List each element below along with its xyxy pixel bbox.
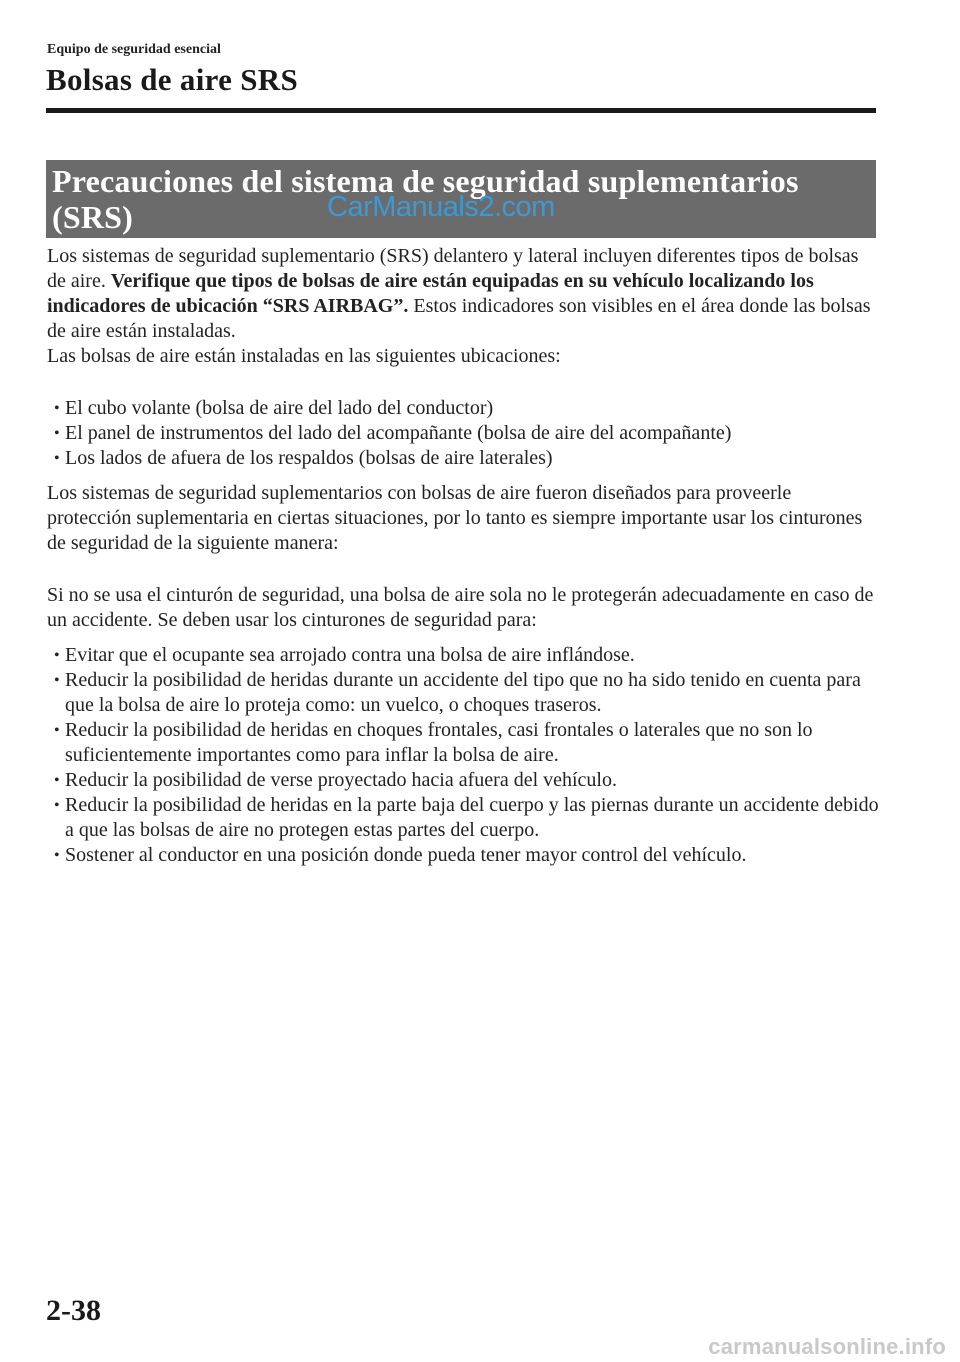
bullet-icon: • [54,425,60,442]
bullet-icon: • [54,400,60,417]
watermark-text: CarManuals2.com [327,191,555,223]
paragraph-seatbelt-reasons: Si no se usa el cinturón de seguridad, una bolsa de aire sola no le protegerán adecuadamente en caso de un accidente. Se deben usar los cinturones de seguridad para: [47,584,874,631]
section-heading: Precauciones del sistema de seguridad suplementarios (SRS) [52,163,799,235]
list-item: • Los lados de afuera de los respaldos (bolsas de aire laterales) [54,447,553,469]
intro-text-b: Estos indicadores son visibles en el área donde las bolsas de aire están instaladas. [47,295,871,342]
list-item: • El cubo volante (bolsa de aire del lado del conductor) [54,397,494,419]
list-item: • Reducir la posibilidad de heridas durante un accidente del tipo que no ha sido tenido en cuenta para que la bolsa de aire lo proteja como: un vuelco, o choques traseros. [54,669,861,716]
list-item: • El panel de instrumentos del lado del acompañante (bolsa de aire del acompañante) [54,422,732,444]
intro-text-bold: Verifique que tipos de bolsas de aire están equipadas en su vehículo localizando los indicadores de ubicación “SRS AIRBAG”. [47,270,814,317]
bullet-icon: • [54,647,60,664]
locations-intro: Las bolsas de aire están instaladas en las siguientes ubicaciones: [47,345,561,367]
bullet-icon: • [54,672,60,689]
list-item: • Reducir la posibilidad de verse proyectado hacia afuera del vehículo. [54,769,617,791]
list-item: • Reducir la posibilidad de heridas en choques frontales, casi frontales o laterales que no son lo suficientemente importantes como para inflar la bolsa de aire. [54,719,813,766]
locations-list [47,396,879,471]
list-item: • Evitar que el ocupante sea arrojado contra una bolsa de aire inflándose. [54,644,635,666]
bullet-icon: • [54,450,60,467]
intro-paragraph [47,244,879,344]
bullet-icon: • [54,772,60,789]
title-divider [46,108,876,113]
list-item: • Sostener al conductor en una posición donde pueda tener mayor control del vehículo. [54,844,747,866]
intro-text-a: Los sistemas de seguridad suplementario (SRS) delantero y lateral incluyen diferentes tipos de bolsas de aire. [47,245,859,292]
footer-watermark: carmanualsonline.info [708,1334,946,1359]
bullet-icon: • [54,722,60,739]
bullet-icon: • [54,847,60,864]
page-number: 2-38 [46,1294,101,1327]
content-body [47,244,879,868]
list-item: • Reducir la posibilidad de heridas en la parte baja del cuerpo y las piernas durante un accidente debido a que las bolsas de aire no protegen estas partes del cuerpo. [54,794,879,841]
section-label: Equipo de seguridad esencial [47,42,221,57]
page-title: Bolsas de aire SRS [46,62,299,97]
bullet-icon: • [54,797,60,814]
paragraph-seatbelt-usage: Los sistemas de seguridad suplementarios con bolsas de aire fueron diseñados para proveerle protección suplementaria en ciertas situaciones, por lo tanto es siempre importante usar los cinturones de seguridad de la siguiente manera: [47,482,863,554]
reasons-list [47,643,879,868]
